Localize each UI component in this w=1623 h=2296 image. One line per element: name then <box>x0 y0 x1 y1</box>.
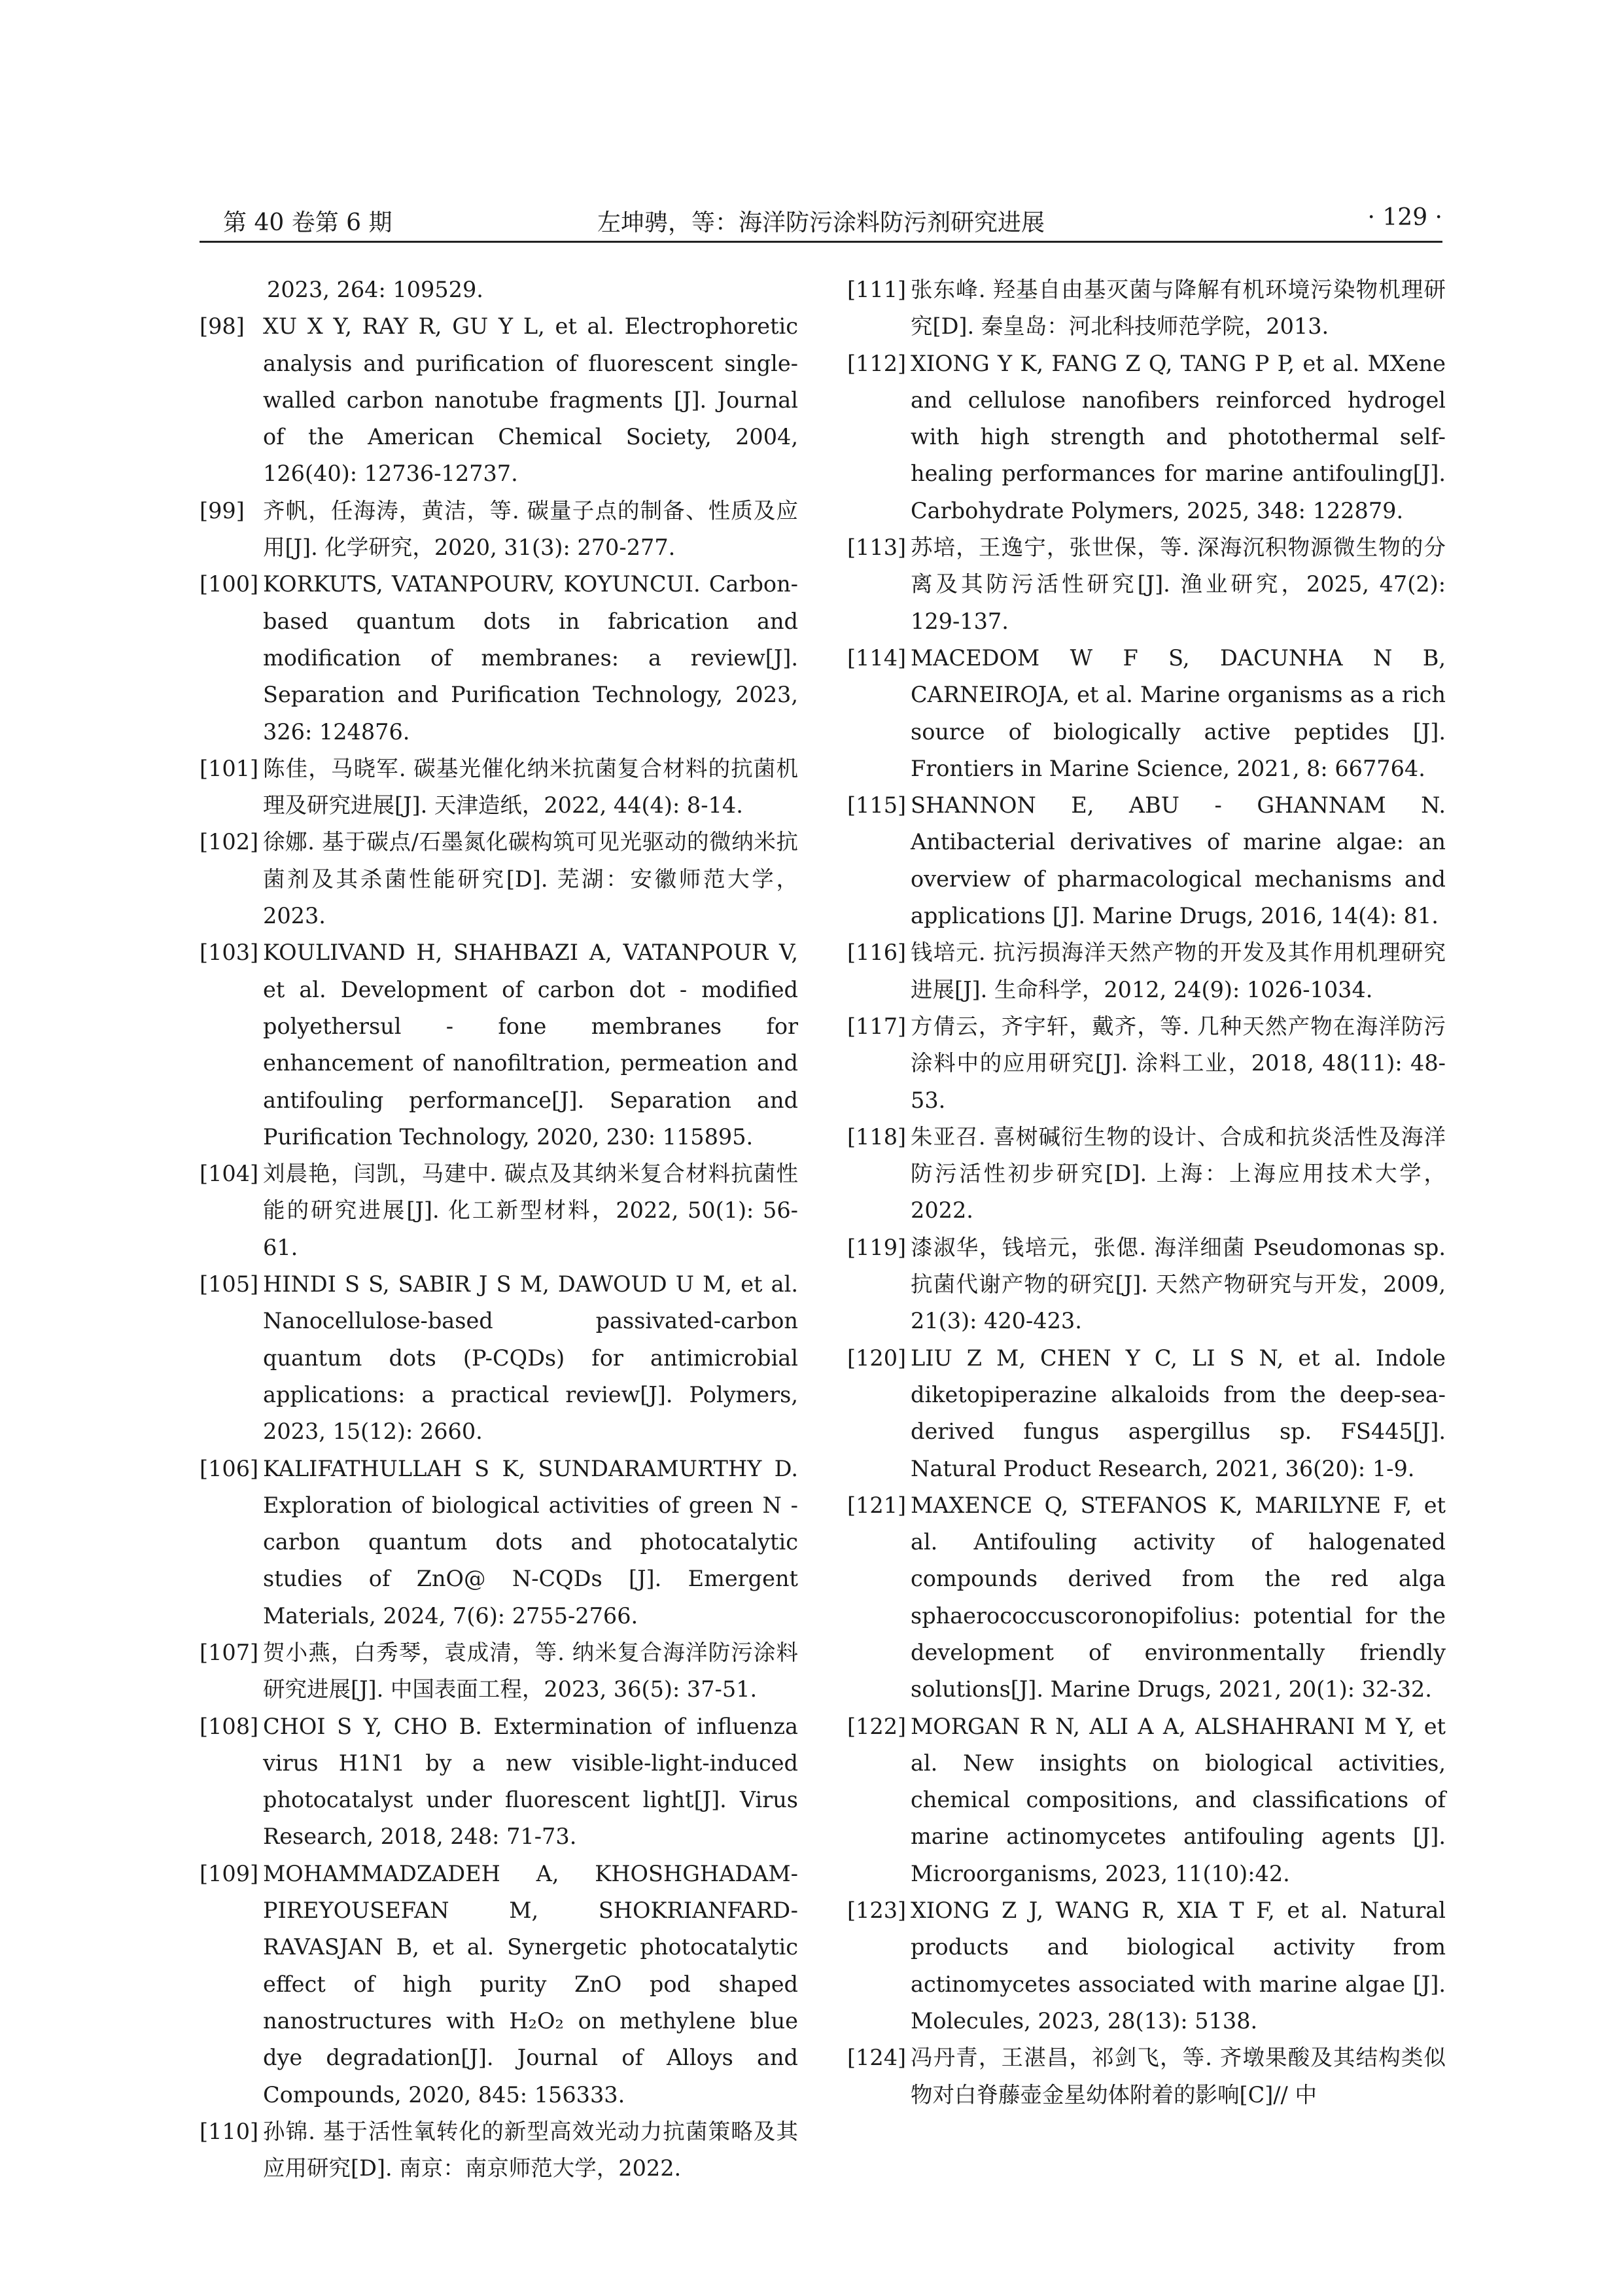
reference-entry <box>200 566 798 750</box>
reference-column-left <box>200 272 798 2187</box>
running-header <box>200 204 1442 243</box>
reference-number: [113] <box>847 535 907 561</box>
reference-entry <box>200 272 798 308</box>
reference-entry <box>200 493 798 567</box>
reference-text: 贺小燕，白秀琴，袁成清，等. 纳米复合海洋防污涂料研究进展[J]. 中国表面工程，2023, 36(5): 37-51. <box>263 1639 798 1703</box>
reference-number: [112] <box>847 350 907 376</box>
reference-entry <box>200 824 798 934</box>
journal-volume: 第 40 卷第 6 期 <box>223 209 393 236</box>
reference-entry <box>847 1008 1446 1119</box>
reference-number: [124] <box>847 2045 907 2071</box>
reference-number: [107] <box>200 1639 259 1665</box>
reference-number: [99] <box>200 497 245 523</box>
reference-entry <box>847 1340 1446 1487</box>
reference-text: XU X Y, RAY R, GU Y L, et al. Electrophoretic analysis and purification of fluorescent single-walled carbon nanotube fragments [J]. Journal of the American Chemical Society, 2004, 126(40): 12736-12737. <box>263 313 798 487</box>
article-running-title: 左坤骋，等：海洋防污涂料防污剂研究进展 <box>597 209 1045 236</box>
page-number: · 129 · <box>1367 204 1442 231</box>
reference-entry <box>200 1634 798 1708</box>
reference-text: 徐娜. 基于碳点/石墨氮化碳构筑可见光驱动的微纳米抗菌剂及其杀菌性能研究[D]. 芜湖：安徽师范大学，2023. <box>263 829 798 929</box>
reference-number: [118] <box>847 1123 907 1150</box>
reference-entry <box>200 934 798 1156</box>
reference-number: [104] <box>200 1161 259 1187</box>
reference-column-right <box>847 272 1446 2113</box>
reference-text: XIONG Z J, WANG R, XIA T F, et al. Natural products and biological activity from actinomycetes associated with marine algae [J]. Molecules, 2023, 28(13): 5138. <box>911 1898 1446 2034</box>
reference-entry <box>200 1156 798 1266</box>
reference-number: [102] <box>200 829 259 855</box>
reference-text: LIU Z M, CHEN Y C, LI S N, et al. Indole diketopiperazine alkaloids from the deep-sea-derived fungus aspergillus sp. FS445[J]. Natural Product Research, 2021, 36(20): 1-9. <box>911 1345 1446 1481</box>
reference-entry <box>847 787 1446 934</box>
reference-number: [100] <box>200 571 259 597</box>
reference-number: [111] <box>847 277 907 302</box>
reference-text: MORGAN R N, ALI A A, ALSHAHRANI M Y, et al. New insights on biological activities, chemical compositions, and classifications of marine actinomycetes antifouling agents [J]. Microorganisms, 2023, 11(10):42. <box>911 1713 1446 1886</box>
reference-number: [108] <box>200 1713 259 1739</box>
reference-text: MOHAMMADZADEH A, KHOSHGHADAM-PIREYOUSEFAN M, SHOKRIANFARD-RAVASJAN B, et al. Synergetic photocatalytic effect of high purity ZnO pod shaped nanostructures with H₂O₂ on methylene blue dye degradation[J]. Journal of Alloys and Compounds, 2020, 845: 156333. <box>263 1860 798 2108</box>
reference-entry <box>847 1229 1446 1340</box>
reference-text: 齐帆，任海涛，黄洁，等. 碳量子点的制备、性质及应用[J]. 化学研究，2020, 31(3): 270-277. <box>263 497 798 561</box>
reference-text: 刘晨艳，闫凯，马建中. 碳点及其纳米复合材料抗菌性能的研究进展[J]. 化工新型材料，2022, 50(1): 56-61. <box>263 1161 798 1260</box>
reference-entry <box>847 272 1446 345</box>
reference-number: [117] <box>847 1013 907 1039</box>
reference-text: MAXENCE Q, STEFANOS K, MARILYNE F, et al. Antifouling activity of halogenated compounds derived from the red alga sphaerococcuscoronopifolius: potential for the development of environmentally friendly solutions[J]. Marine Drugs, 2021, 20(1): 32-32. <box>911 1492 1446 1703</box>
reference-entry <box>847 1892 1446 2040</box>
reference-entry <box>847 345 1446 529</box>
reference-number: [115] <box>847 792 907 819</box>
reference-number: [120] <box>847 1345 907 1371</box>
reference-entry <box>847 1708 1446 1892</box>
reference-number: [121] <box>847 1492 907 1518</box>
reference-entry <box>847 1487 1446 1708</box>
reference-text: 朱亚召. 喜树碱衍生物的设计、合成和抗炎活性及海洋防污活性初步研究[D]. 上海：上海应用技术大学，2022. <box>911 1123 1446 1224</box>
reference-text: CHOI S Y, CHO B. Extermination of influenza virus H1N1 by a new visible-light-induced photocatalyst under fluorescent light[J]. Virus Research, 2018, 248: 71-73. <box>263 1713 798 1850</box>
reference-entry <box>200 1856 798 2113</box>
reference-entry <box>847 934 1446 1008</box>
reference-number: [122] <box>847 1713 907 1739</box>
reference-entry <box>200 1266 798 1450</box>
reference-text: 苏培，王逸宁，张世保，等. 深海沉积物源微生物的分离及其防污活性研究[J]. 渔业研究，2025, 47(2): 129-137. <box>911 535 1446 634</box>
reference-text: XIONG Y K, FANG Z Q, TANG P P, et al. MXene and cellulose nanofibers reinforced hydrogel with high strength and photothermal self-healing performances for marine antifouling[J]. Carbohydrate Polymers, 2025, 348: 122879. <box>911 350 1446 523</box>
reference-entry <box>200 308 798 492</box>
reference-number: [106] <box>200 1455 259 1481</box>
reference-text: SHANNON E, ABU - GHANNAM N. Antibacterial derivatives of marine algae: an overview of pharmacological mechanisms and applications [J]. Marine Drugs, 2016, 14(4): 81. <box>911 792 1446 929</box>
reference-text: 钱培元. 抗污损海洋天然产物的开发及其作用机理研究进展[J]. 生命科学，2012, 24(9): 1026-1034. <box>911 940 1446 1002</box>
reference-text: KALIFATHULLAH S K, SUNDARAMURTHY D. Exploration of biological activities of green N - carbon quantum dots and photocatalytic studies of ZnO@ N-CQDs [J]. Emergent Materials, 2024, 7(6): 2755-2766. <box>263 1455 798 1629</box>
reference-number: [101] <box>200 755 259 781</box>
reference-number: [103] <box>200 940 259 966</box>
reference-text: MACEDOM W F S, DACUNHA N B, CARNEIROJA, et al. Marine organisms as a rich source of biologically active peptides [J]. Frontiers in Marine Science, 2021, 8: 667764. <box>911 645 1446 781</box>
reference-text: 孙锦. 基于活性氧转化的新型高效光动力抗菌策略及其应用研究[D]. 南京：南京师范大学，2022. <box>263 2118 798 2181</box>
reference-text: 张东峰. 羟基自由基灭菌与降解有机环境污染物机理研究[D]. 秦皇岛：河北科技师范学院，2013. <box>911 277 1446 340</box>
reference-text: KOULIVAND H, SHAHBAZI A, VATANPOUR V, et al. Development of carbon dot - modified polyethersul - fone membranes for enhancement of nanofiltration, permeation and antifouling performance[J]. Separation and Purification Technology, 2020, 230: 115895. <box>263 940 798 1150</box>
reference-entry <box>200 751 798 824</box>
reference-number: [114] <box>847 645 907 671</box>
reference-number: [109] <box>200 1860 259 1886</box>
reference-entry <box>847 1119 1446 1229</box>
reference-number: [116] <box>847 940 907 966</box>
reference-entry <box>200 1708 798 1856</box>
reference-entry <box>200 2113 798 2187</box>
reference-number: [119] <box>847 1234 907 1260</box>
reference-text: 陈佳，马晓军. 碳基光催化纳米抗菌复合材料的抗菌机理及研究进展[J]. 天津造纸，2022, 44(4): 8-14. <box>263 755 798 819</box>
reference-entry <box>847 2040 1446 2113</box>
reference-number: [110] <box>200 2118 259 2144</box>
reference-text: KORKUTS, VATANPOURV, KOYUNCUI. Carbon-based quantum dots in fabrication and modification of membranes: a review[J]. Separation and Purification Technology, 2023, 326: 124876. <box>263 571 798 745</box>
reference-text: 漆淑华，钱培元，张偲. 海洋细菌 Pseudomonas sp. 抗菌代谢产物的研究[J]. 天然产物研究与开发，2009, 21(3): 420-423. <box>911 1234 1446 1334</box>
reference-entry <box>200 1451 798 1634</box>
reference-text: HINDI S S, SABIR J S M, DAWOUD U M, et al. Nanocellulose-based passivated-carbon quantum dots (P-CQDs) for antimicrobial applications: a practical review[J]. Polymers, 2023, 15(12): 2660. <box>263 1271 798 1445</box>
reference-entry <box>847 640 1446 787</box>
reference-text: 冯丹青，王湛昌，祁剑飞，等. 齐墩果酸及其结构类似物对白脊藤壶金星幼体附着的影响[C]// 中 <box>911 2045 1446 2108</box>
reference-number: [123] <box>847 1898 907 1924</box>
reference-text: 2023, 264: 109529. <box>267 277 483 302</box>
reference-entry <box>847 529 1446 640</box>
reference-text: 方倩云，齐宇轩，戴齐，等. 几种天然产物在海洋防污涂料中的应用研究[J]. 涂料工业，2018, 48(11): 48-53. <box>911 1013 1446 1113</box>
reference-number: [98] <box>200 313 245 340</box>
reference-number: [105] <box>200 1271 259 1298</box>
